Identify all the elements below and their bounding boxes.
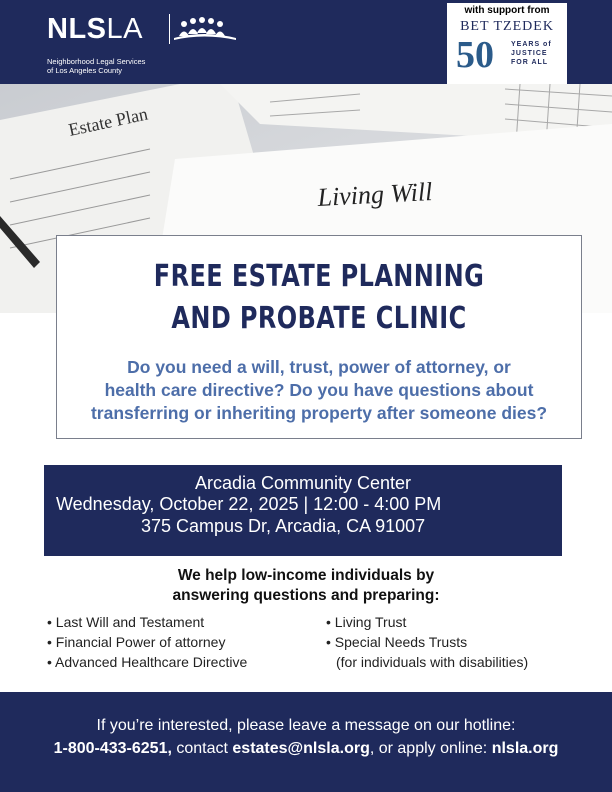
- services-list-left: [47, 612, 247, 672]
- list-item: • Living Trust: [326, 614, 407, 630]
- header-banner: [0, 0, 612, 84]
- people-group-icon: [174, 16, 236, 42]
- support-label: with support from: [464, 5, 550, 16]
- support-org: BET TZEDEK: [460, 19, 554, 34]
- website-link[interactable]: nlsla.org: [491, 740, 559, 757]
- clinic-title: FREE ESTATE PLANNING AND PROBATE CLINIC: [153, 259, 485, 336]
- hotline-prompt: If you’re interested, please leave a message on our hotline:: [96, 717, 516, 734]
- event-datetime: Wednesday, October 22, 2025 | 12:00 - 4:00 PM: [56, 494, 442, 514]
- living-will-heading: Living Will: [316, 177, 434, 212]
- clinic-questions: Do you need a will, trust, power of attorney, or health care directive? Do you have questions about transferring or inheriting property after someone dies?: [90, 357, 548, 423]
- services-list-right: [326, 612, 467, 652]
- clinic-title-box: [56, 235, 582, 439]
- services-heading: We help low-income individuals by answering questions and preparing:: [172, 567, 440, 604]
- estate-plan-heading: Estate Plan: [66, 103, 150, 140]
- fifty-years-mark: 50: [456, 34, 494, 76]
- special-needs-note: (for individuals with disabilities): [336, 654, 529, 670]
- contact-line: 1-800-433-6251, contact estates@nlsla.org, or apply online: nlsla.org: [53, 740, 559, 757]
- event-address: 375 Campus Dr, Arcadia, CA 91007: [141, 516, 426, 536]
- logo-subtitle: Neighborhood Legal Services of Los Angeles County: [47, 57, 146, 75]
- list-item: • Advanced Healthcare Directive: [47, 654, 248, 670]
- hotline-phone[interactable]: 1-800-433-6251,: [53, 740, 172, 757]
- event-details-box: [44, 465, 562, 556]
- logo-divider: [169, 14, 170, 44]
- event-location: Arcadia Community Center: [194, 473, 412, 493]
- logo-bold-text: NLS: [47, 13, 107, 45]
- nlsla-logo: [47, 13, 143, 45]
- contact-footer: [0, 692, 612, 792]
- fifty-years-tagline: YEARS of JUSTICE FOR ALL: [511, 41, 552, 66]
- list-item: • Last Will and Testament: [47, 614, 205, 630]
- list-item: • Financial Power of attorney: [47, 634, 226, 650]
- bet-tzedek-logo: [447, 3, 567, 84]
- contact-email-link[interactable]: estates@nlsla.org: [232, 740, 370, 757]
- logo-light-text: LA: [106, 13, 143, 45]
- list-item: • Special Needs Trusts: [326, 634, 468, 650]
